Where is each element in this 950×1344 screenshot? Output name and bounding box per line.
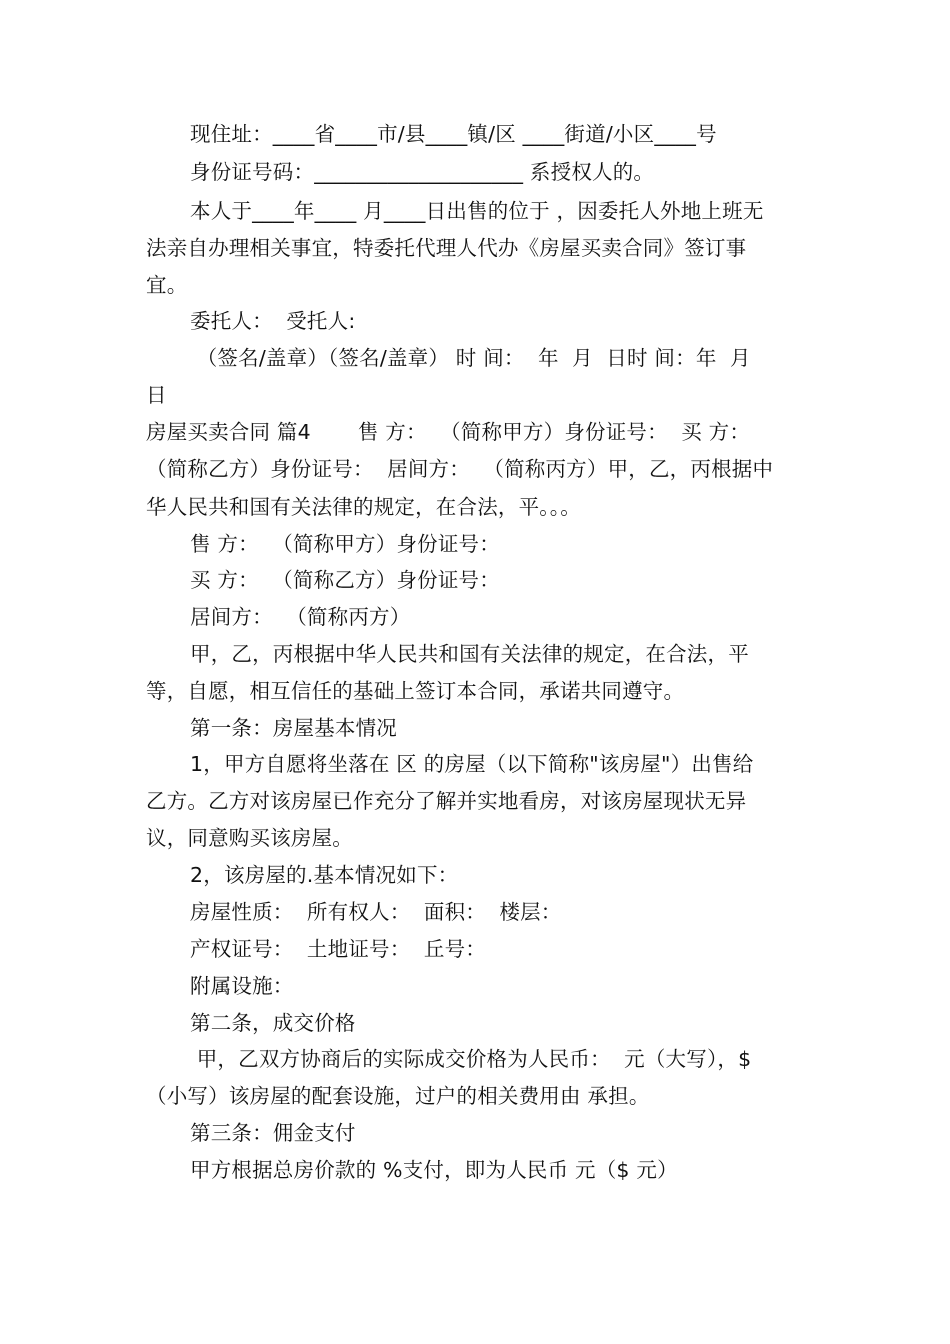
line-text: 委托人： 受托人: [190, 309, 356, 333]
text-line [0, 193, 950, 230]
line-text: （简称乙方）身份证号： 居间方： （简称丙方）甲，乙，丙根据中 [146, 457, 774, 481]
line-text: 买 方： （简称乙方）身份证号： [190, 568, 500, 592]
text-line [0, 599, 950, 636]
text-line [0, 1152, 950, 1189]
text-line [0, 1041, 950, 1078]
text-line [0, 340, 950, 377]
line-text: 甲方根据总房价款的 %支付，即为人民币 元（$ 元） [190, 1158, 678, 1182]
text-line [0, 414, 950, 451]
text-line [0, 746, 950, 783]
text-line [0, 303, 950, 340]
text-line [0, 116, 950, 153]
text-line [0, 562, 950, 599]
text-line [0, 931, 950, 968]
text-line [0, 1115, 950, 1152]
line-text: （小写）该房屋的配套设施，过户的相关费用由 承担。 [146, 1084, 650, 1108]
line-text: 议，同意购买该房屋。 [146, 826, 353, 850]
line-text: 华人民共和国有关法律的规定，在合法，平。。。 [146, 495, 581, 519]
line-text: 附属设施： [190, 974, 294, 998]
text-line [0, 820, 950, 857]
text-line [0, 710, 950, 747]
line-text: 乙方。乙方对该房屋已作充分了解并实地看房，对该房屋现状无异 [146, 789, 747, 813]
line-text: 甲，乙，丙根据中华人民共和国有关法律的规定，在合法，平 [190, 642, 749, 666]
text-line [0, 783, 950, 820]
text-line [0, 451, 950, 488]
line-text: 宜。 [146, 273, 188, 297]
text-line [0, 267, 950, 304]
line-text: 2，该房屋的.基本情况如下： [190, 863, 459, 887]
text-line [0, 1005, 950, 1042]
text-line [0, 154, 950, 191]
text-line [0, 230, 950, 267]
text-line [0, 857, 950, 894]
line-text: 房屋买卖合同 篇4 售 方： （简称甲方）身份证号： 买 方： [146, 420, 751, 444]
text-line [0, 377, 950, 414]
line-text: 第二条，成交价格 [190, 1011, 356, 1035]
line-text: 身份证号码：____________________ 系授权人的。 [190, 160, 655, 184]
line-text: 第一条：房屋基本情况 [190, 716, 397, 740]
line-text: 等，自愿，相互信任的基础上签订本合同，承诺共同遵守。 [146, 679, 685, 703]
line-text: 售 方： （简称甲方）身份证号： [190, 532, 500, 556]
line-text: 第三条：佣金支付 [190, 1121, 356, 1145]
line-text: 本人于____年____ 月____日出售的位于 ，因委托人外地上班无 [190, 199, 764, 223]
line-text: 现住址：____省____市/县____镇/区 ____街道/小区____号 [190, 122, 717, 146]
line-text: （签名/盖章）（签名/盖章） 时 间： 年 月 日时 间：年 月 [190, 346, 751, 370]
text-line [0, 526, 950, 563]
line-text: 1，甲方自愿将坐落在 区 的房屋（以下简称"该房屋"）出售给 [190, 752, 754, 776]
line-text: 日 [146, 383, 167, 407]
line-text: 居间方： （简称丙方） [190, 605, 411, 629]
text-line [0, 968, 950, 1005]
text-line [0, 636, 950, 673]
line-text: 产权证号： 土地证号： 丘号： [190, 937, 486, 961]
text-line [0, 489, 950, 526]
text-line [0, 673, 950, 710]
line-text: 法亲自办理相关事宜，特委托代理人代办《房屋买卖合同》签订事 [146, 236, 747, 260]
text-line [0, 894, 950, 931]
line-text: 甲，乙双方协商后的实际成交价格为人民币： 元（大写），$ [190, 1047, 752, 1071]
text-line [0, 1078, 950, 1115]
line-text: 房屋性质： 所有权人： 面积： 楼层： [190, 900, 562, 924]
